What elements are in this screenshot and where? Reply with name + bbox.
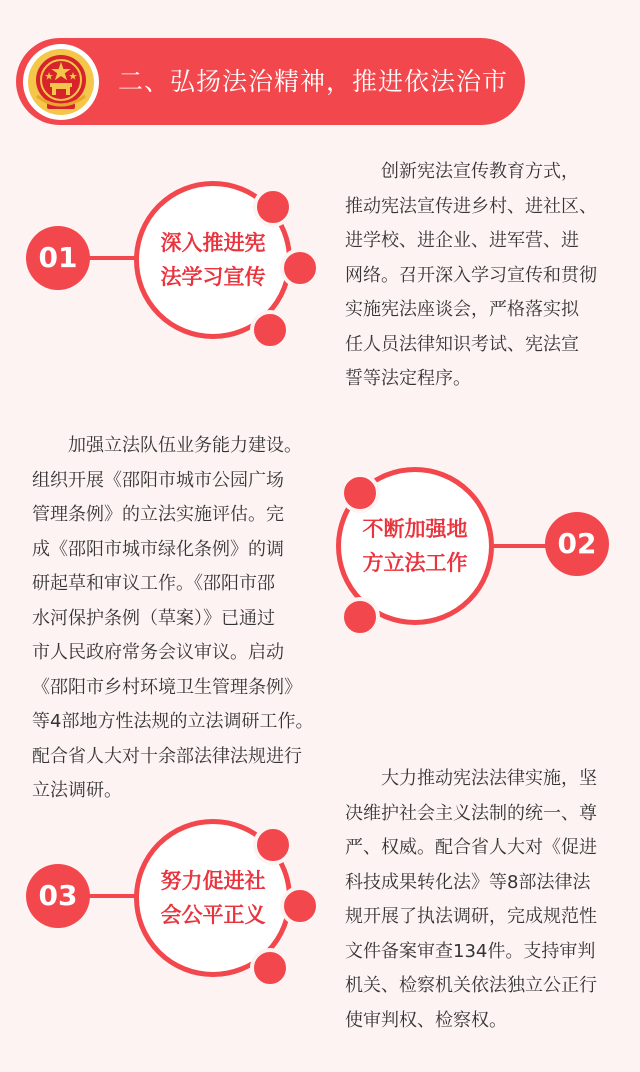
national-emblem-icon: [27, 48, 95, 116]
section-number-badge: 02: [545, 512, 609, 576]
section-title: 不断加强地 方立法工作: [362, 517, 468, 575]
decor-dot: [280, 248, 320, 288]
decor-dot: [280, 886, 320, 926]
connector-line: [84, 256, 140, 260]
decor-dot: [250, 948, 290, 988]
page-title: 二、弘扬法治精神，推进依法治市: [118, 67, 509, 96]
decor-dot: [340, 597, 380, 637]
section-number-badge: 03: [26, 864, 90, 928]
emblem-badge: [23, 44, 99, 120]
section-body-text: 加强立法队伍业务能力建设。 组织开展《邵阳市城市公园广场 管理条例》的立法实施评估。完 成《邵阳市城市绿化条例》的调 研起草和审议工作。《邵阳市邵 水河保护条例（草案）》已通过 市人民政府常务会议审议。启动 《邵阳市乡村环境卫生管理条例》 等4部地方性法规的立法调研工作。 配合省人大对十余部法律法规进行 立法调研。: [32, 435, 314, 801]
section-body-text: 创新宪法宣传教育方式， 推动宪法宣传进乡村、进社区、 进学校、进企业、进军营、进 网络。召开深入学习宣传和贯彻 实施宪法座谈会，严格落实拟 任人员法律知识考试、宪法宣 誓等法定程序。: [345, 161, 597, 389]
decor-dot: [250, 310, 290, 350]
section-title: 努力促进社 会公平正义: [160, 869, 266, 927]
section-number-badge: 01: [26, 226, 90, 290]
connector-line: [84, 894, 140, 898]
decor-dot: [253, 825, 293, 865]
section-body-text: 大力推动宪法法律实施，坚 决维护社会主义法制的统一、尊 严、权威。配合省人大对《促进 科技成果转化法》等8部法律法 规开展了执法调研，完成规范性 文件备案审查134件。支持审判 机关、检察机关依法独立公正行 使审判权、检察权。: [345, 768, 597, 1031]
decor-dot: [253, 187, 293, 227]
decor-dot: [340, 473, 380, 513]
section-title: 深入推进宪 法学习宣传: [160, 231, 266, 289]
